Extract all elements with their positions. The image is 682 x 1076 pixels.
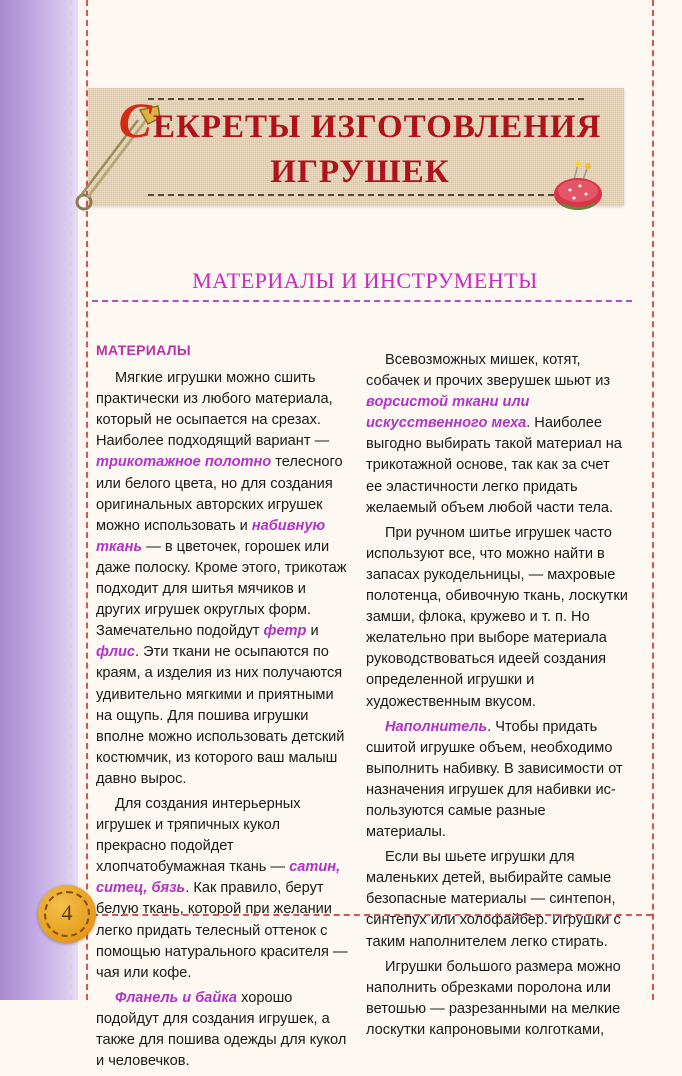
highlight-term: Фланель и байка bbox=[115, 989, 238, 1006]
paragraph bbox=[366, 847, 628, 952]
materials-heading: МАТЕРИАЛЫ bbox=[96, 342, 191, 358]
paragraph bbox=[366, 717, 628, 844]
text-span: . Чтобы придать сшитой игрушке объем, необходимо выполнить набивку. В зависимости от назначения игрушек для набивки используются самые разные материалы. bbox=[366, 718, 623, 841]
highlight-term: Наполнитель bbox=[385, 718, 488, 735]
pincushion-icon bbox=[550, 158, 606, 214]
text-span: . Наиболее выгодно выбирать такой материал на трикотажной основе, так как за счет ее эластичности легко придать желаемый объем любой части тела. bbox=[366, 415, 622, 516]
paragraph bbox=[366, 523, 628, 713]
highlight-term: ворсистой ткани или искусственного меха bbox=[366, 394, 530, 432]
paragraph bbox=[96, 368, 349, 790]
paragraph bbox=[366, 957, 628, 1041]
section-divider bbox=[92, 300, 632, 302]
page-number: 4 bbox=[61, 900, 73, 925]
highlight-term: сатин, ситец, бязь bbox=[96, 859, 341, 897]
paragraph bbox=[96, 794, 349, 984]
highlight-term: флис bbox=[96, 644, 136, 661]
bottom-stitch-line bbox=[92, 914, 652, 916]
text-span: При ручном шитье игрушек часто используют все, что можно найти в запасах рукодельницы, — махровые полотенца, обивочную ткань, лоскутки замши, флока, кружево и т. п. Но желательно при выборе материала руководствоваться идеей создания определенной игрушки и художественным вкусом. bbox=[366, 524, 628, 710]
highlight-term: фетр bbox=[263, 623, 307, 640]
paragraph bbox=[96, 988, 349, 1072]
text-span: Если вы шьете игрушки для маленьких детей, выбирайте самые безопасные материалы — синтепон, синтепух или холофайбер. Игрушки с таким наполнителем легко стирать. bbox=[366, 849, 621, 950]
text-span: . Эти ткани не осыпаются по краям, а изделия из них получаются удивительно мягкими и приятными на ощупь. Для пошива игрушки вполне можно использовать детский костюмчик, из которого ваш малыш давно вырос. bbox=[96, 644, 345, 787]
highlight-term: набивную ткань bbox=[96, 517, 326, 555]
text-span: хорошо подойдут для создания игрушек, а также для пошива одежды для кукол и человечков. bbox=[96, 989, 347, 1070]
page-number-badge bbox=[38, 885, 96, 943]
text-span: Мягкие игрушки можно сшить практически из любого материала, который не осыпается на срезах. Наиболее подходящий вариант — bbox=[96, 370, 333, 450]
text-span: Для создания интерьерных игрушек и тряпичных кукол прекрасно подойдет хлопчатобумажная ткань — bbox=[96, 795, 301, 876]
right-column bbox=[366, 350, 628, 1045]
title-initial: С bbox=[118, 92, 153, 148]
title-line2: ИГРУШЕК bbox=[270, 154, 450, 190]
paragraph bbox=[366, 350, 628, 519]
text-span: и bbox=[306, 623, 319, 640]
text-span: Всевозможных мишек, котят, собачек и прочих зверушек шьют из bbox=[366, 352, 611, 390]
text-span: телесного или белого цвета, но для создания оригинальных авторских игрушек можно использовать и bbox=[96, 454, 343, 534]
page-title bbox=[100, 92, 620, 195]
section-title: МАТЕРИАЛЫ И ИНСТРУМЕНТЫ bbox=[192, 268, 538, 293]
left-column bbox=[96, 340, 349, 1076]
highlight-term: трикотажное полотно bbox=[96, 454, 272, 471]
title-line1: ЕКРЕТЫ ИЗГОТОВЛЕНИЯ bbox=[152, 109, 602, 145]
text-span: . Как правило, берут белую ткань, которой при желании легко придать телесный оттенок с помощью натурального красителя — чая или кофе. bbox=[96, 880, 348, 981]
text-span: — в цветочек, горошек или даже полоску. Кроме этого, трикотаж подходит для шитья мячиков и других игрушек округлых форм. Замечательно подойдут bbox=[96, 538, 347, 640]
right-stitch-line bbox=[652, 0, 654, 1000]
text-span: Игрушки большого размера можно наполнить обрезками поролона или ветошью — разрезанными на мелкие лоскутки капроновыми колготками, bbox=[366, 958, 621, 1038]
